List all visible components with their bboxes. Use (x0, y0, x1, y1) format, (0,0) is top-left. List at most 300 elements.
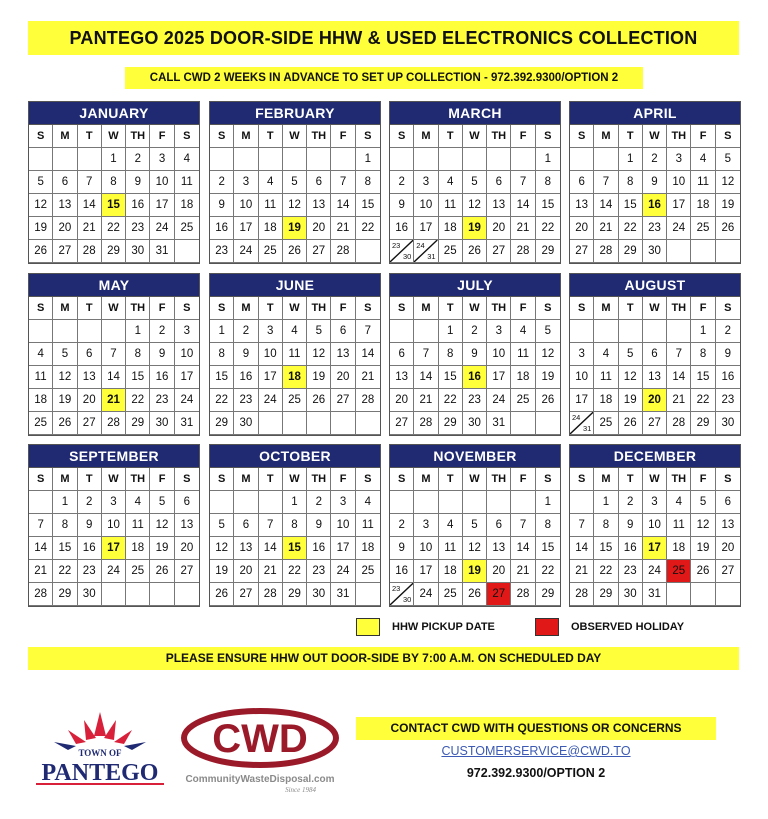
weekday-header: S (716, 297, 740, 320)
month-april (569, 101, 741, 264)
day-cell: 24 (150, 217, 174, 240)
split-day-cell (390, 240, 414, 263)
day-cell: 14 (594, 194, 618, 217)
day-cell: 19 (53, 389, 77, 412)
day-cell: 29 (102, 240, 126, 263)
weekday-header: S (570, 468, 594, 491)
day-cell: 10 (102, 514, 126, 537)
day-cell: 8 (53, 514, 77, 537)
day-cell: 9 (234, 343, 258, 366)
day-cell: 27 (175, 560, 199, 583)
weekday-header: S (356, 468, 380, 491)
day-cell: 9 (463, 343, 487, 366)
day-cell: 30 (126, 240, 150, 263)
day-cell: 7 (511, 514, 535, 537)
weekday-header: TH (487, 125, 511, 148)
day-cell: 20 (570, 217, 594, 240)
day-cell: 2 (234, 320, 258, 343)
weekday-header: T (259, 468, 283, 491)
day-cell: 6 (307, 171, 331, 194)
day-cell: 20 (234, 560, 258, 583)
day-cell: 23 (234, 389, 258, 412)
day-cell: 16 (390, 217, 414, 240)
empty-day-cell (463, 148, 487, 171)
day-cell: 25 (691, 217, 715, 240)
day-cell: 14 (356, 343, 380, 366)
pickup-day-cell: 16 (463, 366, 487, 389)
day-cell: 29 (536, 583, 560, 606)
day-cell: 30 (716, 412, 740, 435)
day-cell: 5 (307, 320, 331, 343)
day-cell: 21 (29, 560, 53, 583)
empty-day-cell (594, 148, 618, 171)
day-cell: 14 (331, 194, 355, 217)
empty-day-cell (511, 491, 535, 514)
day-cell: 13 (643, 366, 667, 389)
month-header: APRIL (570, 102, 740, 124)
empty-day-cell (234, 491, 258, 514)
day-cell: 8 (210, 343, 234, 366)
day-cell: 16 (78, 537, 102, 560)
pantego-logo (30, 708, 170, 788)
day-cell: 20 (53, 217, 77, 240)
day-cell: 7 (29, 514, 53, 537)
empty-day-cell (356, 583, 380, 606)
weekday-header: S (175, 468, 199, 491)
pickup-day-cell: 16 (643, 194, 667, 217)
contact-heading: CONTACT CWD WITH QUESTIONS OR CONCERNS (356, 717, 716, 740)
day-cell: 18 (439, 560, 463, 583)
pickup-day-cell: 17 (643, 537, 667, 560)
pickup-day-cell: 19 (463, 560, 487, 583)
day-cell: 12 (283, 194, 307, 217)
month-header: MAY (29, 274, 199, 296)
month-days-grid (210, 467, 380, 606)
day-cell: 1 (439, 320, 463, 343)
weekday-header: M (53, 468, 77, 491)
month-header: FEBRUARY (210, 102, 380, 124)
day-cell: 13 (53, 194, 77, 217)
day-cell: 25 (259, 240, 283, 263)
day-cell: 20 (716, 537, 740, 560)
empty-day-cell (619, 320, 643, 343)
day-cell: 24 (259, 389, 283, 412)
empty-day-cell (259, 412, 283, 435)
empty-day-cell (667, 320, 691, 343)
day-cell: 13 (175, 514, 199, 537)
empty-day-cell (691, 583, 715, 606)
day-cell: 20 (487, 560, 511, 583)
month-march (389, 101, 561, 264)
month-days-grid (210, 296, 380, 435)
page-title: PANTEGO 2025 DOOR-SIDE HHW & USED ELECTRONICS COLLECTION (28, 21, 739, 55)
month-days-grid (29, 296, 199, 435)
empty-day-cell (210, 491, 234, 514)
day-cell: 2 (390, 171, 414, 194)
day-cell: 28 (102, 412, 126, 435)
day-cell: 28 (594, 240, 618, 263)
day-cell: 4 (126, 491, 150, 514)
day-cell: 26 (307, 389, 331, 412)
day-cell: 16 (150, 366, 174, 389)
day-cell: 8 (356, 171, 380, 194)
weekday-header: S (175, 125, 199, 148)
day-cell: 10 (234, 194, 258, 217)
day-cell: 23 (210, 240, 234, 263)
day-cell: 25 (439, 583, 463, 606)
day-cell: 7 (78, 171, 102, 194)
holiday-legend-swatch (535, 618, 559, 636)
day-cell: 9 (126, 171, 150, 194)
month-february (209, 101, 381, 264)
day-cell: 7 (414, 343, 438, 366)
day-cell: 9 (210, 194, 234, 217)
weekday-header: F (331, 125, 355, 148)
empty-day-cell (487, 148, 511, 171)
weekday-header: S (716, 125, 740, 148)
day-cell: 21 (511, 560, 535, 583)
day-cell: 17 (414, 560, 438, 583)
day-cell: 20 (487, 217, 511, 240)
day-cell: 31 (175, 412, 199, 435)
day-cell: 8 (102, 171, 126, 194)
weekday-header: T (439, 125, 463, 148)
weekday-header: F (511, 125, 535, 148)
day-cell: 26 (536, 389, 560, 412)
day-cell: 25 (283, 389, 307, 412)
holiday-day-cell: 27 (487, 583, 511, 606)
empty-day-cell (570, 320, 594, 343)
day-cell: 13 (570, 194, 594, 217)
day-cell: 21 (259, 560, 283, 583)
day-cell: 20 (78, 389, 102, 412)
day-cell: 25 (126, 560, 150, 583)
day-cell: 22 (536, 217, 560, 240)
month-header: SEPTEMBER (29, 445, 199, 467)
day-cell: 27 (716, 560, 740, 583)
day-cell: 23 (463, 389, 487, 412)
day-cell: 5 (150, 491, 174, 514)
day-cell: 27 (570, 240, 594, 263)
month-header: AUGUST (570, 274, 740, 296)
day-cell: 19 (691, 537, 715, 560)
month-july (389, 273, 561, 436)
day-cell: 1 (126, 320, 150, 343)
day-cell: 26 (691, 560, 715, 583)
ensure-notice: PLEASE ENSURE HHW OUT DOOR-SIDE BY 7:00 A.M. ON SCHEDULED DAY (28, 647, 739, 670)
day-cell: 9 (307, 514, 331, 537)
day-cell: 1 (536, 491, 560, 514)
day-cell: 4 (439, 514, 463, 537)
empty-day-cell (439, 491, 463, 514)
weekday-header: W (463, 468, 487, 491)
day-cell: 22 (356, 217, 380, 240)
weekday-header: T (78, 125, 102, 148)
month-header: NOVEMBER (390, 445, 560, 467)
split-day-first: 24 (572, 413, 581, 422)
month-may (28, 273, 200, 436)
day-cell: 25 (511, 389, 535, 412)
day-cell: 3 (102, 491, 126, 514)
empty-day-cell (463, 491, 487, 514)
day-cell: 3 (175, 320, 199, 343)
day-cell: 22 (102, 217, 126, 240)
month-header: JANUARY (29, 102, 199, 124)
day-cell: 12 (716, 171, 740, 194)
day-cell: 30 (463, 412, 487, 435)
day-cell: 24 (331, 560, 355, 583)
weekday-header: F (691, 468, 715, 491)
empty-day-cell (78, 148, 102, 171)
day-cell: 26 (53, 412, 77, 435)
day-cell: 8 (283, 514, 307, 537)
day-cell: 6 (716, 491, 740, 514)
day-cell: 6 (331, 320, 355, 343)
empty-day-cell (439, 148, 463, 171)
month-october (209, 444, 381, 607)
weekday-header: M (234, 468, 258, 491)
day-cell: 3 (234, 171, 258, 194)
weekday-header: S (390, 125, 414, 148)
day-cell: 17 (414, 217, 438, 240)
day-cell: 22 (210, 389, 234, 412)
day-cell: 21 (667, 389, 691, 412)
day-cell: 29 (439, 412, 463, 435)
weekday-header: F (691, 297, 715, 320)
day-cell: 4 (29, 343, 53, 366)
weekday-header: TH (126, 468, 150, 491)
weekday-header: T (439, 468, 463, 491)
weekday-header: T (619, 468, 643, 491)
day-cell: 14 (667, 366, 691, 389)
empty-day-cell (210, 148, 234, 171)
day-cell: 5 (463, 514, 487, 537)
day-cell: 8 (536, 171, 560, 194)
weekday-header: S (175, 297, 199, 320)
day-cell: 21 (570, 560, 594, 583)
day-cell: 10 (414, 537, 438, 560)
cwd-logo (180, 708, 340, 798)
day-cell: 9 (390, 537, 414, 560)
split-day-second: 31 (427, 252, 436, 261)
day-cell: 28 (78, 240, 102, 263)
day-cell: 6 (487, 171, 511, 194)
month-header: OCTOBER (210, 445, 380, 467)
day-cell: 27 (234, 583, 258, 606)
empty-day-cell (126, 583, 150, 606)
pickup-day-cell: 15 (283, 537, 307, 560)
weekday-header: S (570, 125, 594, 148)
day-cell: 28 (511, 240, 535, 263)
day-cell: 4 (594, 343, 618, 366)
contact-email-link[interactable]: CUSTOMERSERVICE@CWD.TO (441, 744, 631, 758)
day-cell: 12 (150, 514, 174, 537)
weekday-header: T (619, 125, 643, 148)
day-cell: 11 (511, 343, 535, 366)
month-days-grid (29, 467, 199, 606)
day-cell: 4 (175, 148, 199, 171)
day-cell: 28 (414, 412, 438, 435)
day-cell: 2 (716, 320, 740, 343)
weekday-header: M (414, 468, 438, 491)
day-cell: 14 (78, 194, 102, 217)
day-cell: 16 (390, 560, 414, 583)
weekday-header: M (234, 297, 258, 320)
empty-day-cell (283, 148, 307, 171)
day-cell: 30 (619, 583, 643, 606)
weekday-header: TH (307, 125, 331, 148)
day-cell: 28 (570, 583, 594, 606)
weekday-header: TH (487, 468, 511, 491)
day-cell: 15 (356, 194, 380, 217)
empty-day-cell (414, 491, 438, 514)
day-cell: 19 (210, 560, 234, 583)
month-days-grid (390, 296, 560, 435)
weekday-header: W (102, 125, 126, 148)
weekday-header: W (283, 468, 307, 491)
day-cell: 7 (511, 171, 535, 194)
month-days-grid (210, 124, 380, 263)
day-cell: 2 (210, 171, 234, 194)
day-cell: 15 (619, 194, 643, 217)
pantego-town-of: TOWN OF (78, 748, 122, 758)
day-cell: 18 (29, 389, 53, 412)
day-cell: 5 (691, 491, 715, 514)
day-cell: 1 (594, 491, 618, 514)
day-cell: 10 (175, 343, 199, 366)
day-cell: 13 (487, 537, 511, 560)
day-cell: 4 (356, 491, 380, 514)
split-day-cell (414, 240, 438, 263)
day-cell: 18 (594, 389, 618, 412)
day-cell: 30 (150, 412, 174, 435)
day-cell: 25 (29, 412, 53, 435)
day-cell: 12 (307, 343, 331, 366)
day-cell: 6 (234, 514, 258, 537)
day-cell: 11 (259, 194, 283, 217)
weekday-header: W (643, 297, 667, 320)
empty-day-cell (414, 320, 438, 343)
pickup-day-cell: 20 (643, 389, 667, 412)
pickup-day-cell: 19 (283, 217, 307, 240)
empty-day-cell (53, 320, 77, 343)
cwd-since: Since 1984 (285, 786, 316, 794)
day-cell: 28 (667, 412, 691, 435)
pickup-day-cell: 19 (463, 217, 487, 240)
day-cell: 12 (691, 514, 715, 537)
weekday-header: S (536, 297, 560, 320)
day-cell: 15 (126, 366, 150, 389)
empty-day-cell (594, 320, 618, 343)
day-cell: 2 (643, 148, 667, 171)
month-january (28, 101, 200, 264)
weekday-header: W (643, 468, 667, 491)
day-cell: 16 (716, 366, 740, 389)
empty-day-cell (570, 491, 594, 514)
weekday-header: F (331, 468, 355, 491)
day-cell: 3 (331, 491, 355, 514)
weekday-header: W (643, 125, 667, 148)
day-cell: 4 (259, 171, 283, 194)
day-cell: 3 (487, 320, 511, 343)
month-header: DECEMBER (570, 445, 740, 467)
day-cell: 6 (78, 343, 102, 366)
empty-day-cell (570, 148, 594, 171)
weekday-header: TH (667, 297, 691, 320)
day-cell: 7 (356, 320, 380, 343)
day-cell: 14 (570, 537, 594, 560)
month-header: MARCH (390, 102, 560, 124)
day-cell: 15 (210, 366, 234, 389)
day-cell: 22 (536, 560, 560, 583)
weekday-header: T (78, 468, 102, 491)
month-august (569, 273, 741, 436)
weekday-header: W (463, 297, 487, 320)
day-cell: 5 (716, 148, 740, 171)
weekday-header: TH (126, 297, 150, 320)
day-cell: 9 (78, 514, 102, 537)
day-cell: 1 (619, 148, 643, 171)
weekday-header: S (390, 468, 414, 491)
day-cell: 13 (331, 343, 355, 366)
day-cell: 12 (536, 343, 560, 366)
empty-day-cell (536, 412, 560, 435)
weekday-header: S (536, 125, 560, 148)
month-december (569, 444, 741, 607)
day-cell: 19 (536, 366, 560, 389)
day-cell: 21 (511, 217, 535, 240)
day-cell: 11 (439, 537, 463, 560)
day-cell: 13 (390, 366, 414, 389)
day-cell: 10 (570, 366, 594, 389)
day-cell: 22 (126, 389, 150, 412)
weekday-header: T (259, 297, 283, 320)
day-cell: 16 (210, 217, 234, 240)
day-cell: 29 (691, 412, 715, 435)
day-cell: 23 (126, 217, 150, 240)
day-cell: 27 (331, 389, 355, 412)
day-cell: 19 (716, 194, 740, 217)
day-cell: 3 (414, 514, 438, 537)
pickup-day-cell: 21 (102, 389, 126, 412)
day-cell: 7 (594, 171, 618, 194)
day-cell: 9 (643, 171, 667, 194)
weekday-header: S (29, 468, 53, 491)
weekday-header: S (210, 297, 234, 320)
weekday-header: M (594, 468, 618, 491)
day-cell: 1 (356, 148, 380, 171)
split-day-cell (390, 583, 414, 606)
split-day-first: 24 (416, 241, 425, 250)
weekday-header: W (102, 297, 126, 320)
empty-day-cell (390, 148, 414, 171)
empty-day-cell (175, 583, 199, 606)
weekday-header: W (283, 125, 307, 148)
day-cell: 31 (487, 412, 511, 435)
day-cell: 18 (511, 366, 535, 389)
day-cell: 14 (102, 366, 126, 389)
weekday-header: M (594, 297, 618, 320)
empty-day-cell (487, 491, 511, 514)
day-cell: 29 (619, 240, 643, 263)
day-cell: 3 (259, 320, 283, 343)
weekday-header: S (356, 125, 380, 148)
day-cell: 15 (536, 194, 560, 217)
day-cell: 21 (414, 389, 438, 412)
day-cell: 9 (619, 514, 643, 537)
weekday-header: F (150, 468, 174, 491)
day-cell: 23 (150, 389, 174, 412)
